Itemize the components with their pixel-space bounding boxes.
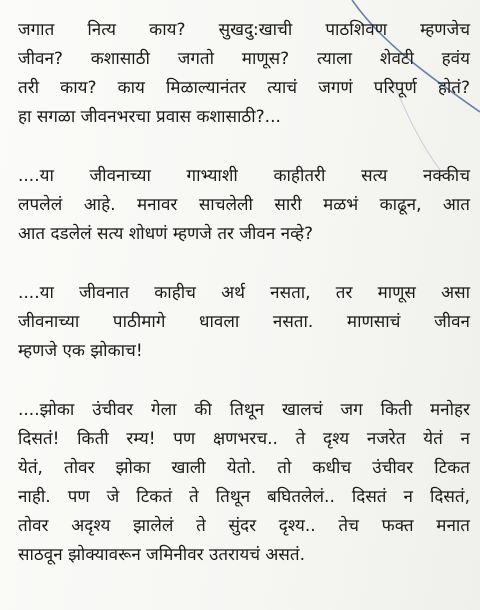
text-line: जीवनाच्या पाठीमागे धावला नसता. माणसाचं जीवन: [18, 312, 470, 332]
text-line: तोवर अदृश्य झालेलं ते सुंदर दृश्य.. तेच फक्त मनात: [18, 516, 470, 536]
text-line: नाही. पण जे टिकतं ते तिथून बघितलेलं.. दिसतं न दिसतं,: [18, 487, 470, 507]
text-line: तरी काय? काय मिळाल्यानंतर त्याचं जगणं परिपूर्ण होतं?: [18, 78, 470, 98]
text-line: साठवून झोक्यावरून जमिनीवर उतरायचं असतं.: [18, 545, 305, 565]
text-line: म्हणजे एक झोकाच!: [18, 341, 143, 361]
text-line: लपलेलं आहे. मनावर साचलेली सारी मळभं काढून, आत: [18, 195, 470, 215]
paragraph-3: [18, 279, 470, 366]
text-line: जगात नित्य काय? सुखदु:खाची पाठशिवण म्हणजेच: [18, 20, 470, 40]
paragraph-4: [18, 396, 470, 570]
paragraph-1: [18, 16, 470, 132]
text-line: ....या जीवनाच्या गाभ्याशी काहीतरी सत्य नक्कीच: [18, 166, 470, 186]
text-line: आत दडलेलं सत्य शोधणं म्हणजे तर जीवन नव्हे?: [18, 224, 314, 244]
text-line: हा सगळा जीवनभरचा प्रवास कशासाठी?...: [18, 107, 281, 127]
text-line: दिसतं! किती रम्य! पण क्षणभरच.. ते दृश्य नजरेत येतं न: [18, 429, 470, 449]
marathi-text-block: [18, 16, 470, 600]
text-line: ....या जीवनात काहीच अर्थ नसता, तर माणूस असा: [18, 283, 470, 303]
paragraph-2: [18, 162, 470, 249]
text-line: जीवन? कशासाठी जगतो माणूस? त्याला शेवटी हवंय: [18, 49, 470, 69]
text-line: येतं, तोवर झोका खाली येतो. तो कधीच उंचीवर टिकत: [18, 458, 470, 478]
text-line: ....झोका उंचीवर गेला की तिथून खालचं जग किती मनोहर: [18, 400, 470, 420]
